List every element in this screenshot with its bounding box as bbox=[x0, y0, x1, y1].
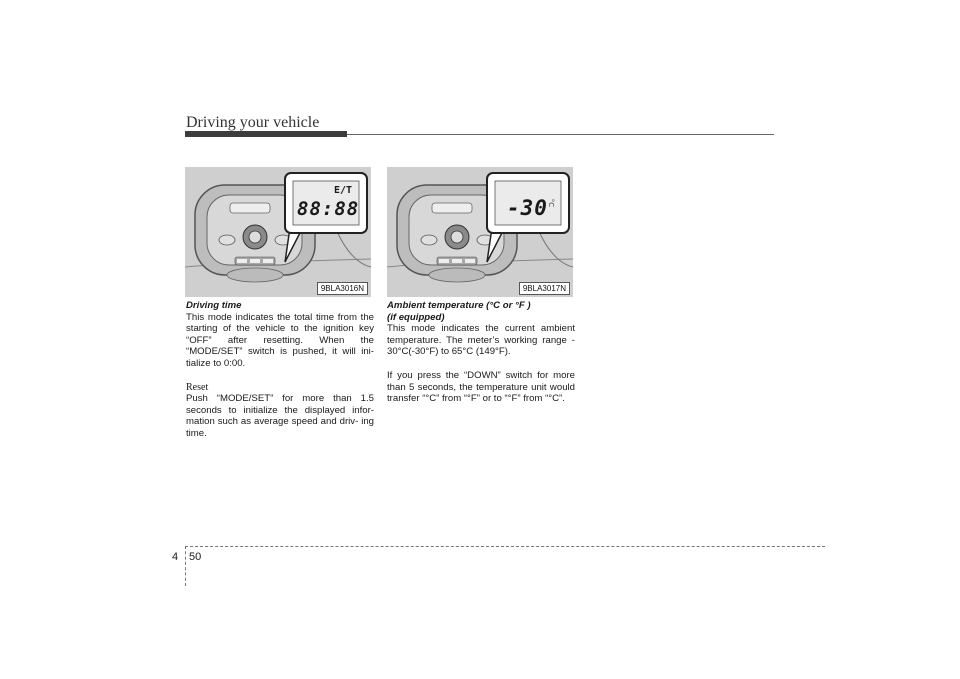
figure-ambient-temperature bbox=[387, 167, 573, 297]
paragraph-ambient-range: This mode indicates the current ambient temperature. The meter’s working range - 30°C(-30°F) to 65°C (149°F). bbox=[387, 323, 575, 358]
lcd-mode-label: E/T bbox=[334, 185, 353, 196]
footer-divider bbox=[185, 546, 186, 586]
figure-code: 9BLA3017N bbox=[519, 282, 570, 295]
left-text-column bbox=[186, 300, 374, 440]
lcd-time-readout: 88:88 bbox=[297, 198, 360, 220]
footer-rule bbox=[185, 546, 825, 547]
header-rule bbox=[347, 134, 774, 135]
section-heading-driving-time: Driving time bbox=[186, 300, 242, 311]
figure-code: 9BLA3016N bbox=[317, 282, 368, 295]
paragraph-driving-time: This mode indicates the total time from the starting of the vehicle to the ignition key “OFF” after resetting. When the “MODE/SET” switch is pushed, it will ini- tialize to 0:00. bbox=[186, 311, 374, 369]
paragraph-reset: Push “MODE/SET” for more than 1.5 seconds to initialize the displayed infor- mation such as average speed and driv- ing time. bbox=[186, 393, 374, 439]
chapter-number: 4 bbox=[172, 551, 179, 563]
section-heading-if-equipped: (if equipped) bbox=[387, 311, 445, 323]
section-heading-ambient-temperature: Ambient temperature (°C or °F ) bbox=[387, 300, 531, 311]
figure-driving-time bbox=[185, 167, 371, 297]
page-number: 50 bbox=[189, 551, 202, 563]
lcd-unit-indicator: °C bbox=[547, 198, 556, 208]
paragraph-unit-switch: If you press the “DOWN” switch for more than 5 seconds, the temperature unit would transfer “°C” from “°F” or to “°F” from “°C”. bbox=[387, 369, 575, 405]
right-text-column bbox=[387, 300, 575, 405]
console-illustration bbox=[387, 167, 573, 297]
header-bar bbox=[185, 131, 347, 137]
lcd-temperature-readout: -30 bbox=[507, 196, 548, 220]
section-heading-reset: Reset bbox=[186, 381, 209, 393]
page-header-title: Driving your vehicle bbox=[186, 114, 320, 131]
